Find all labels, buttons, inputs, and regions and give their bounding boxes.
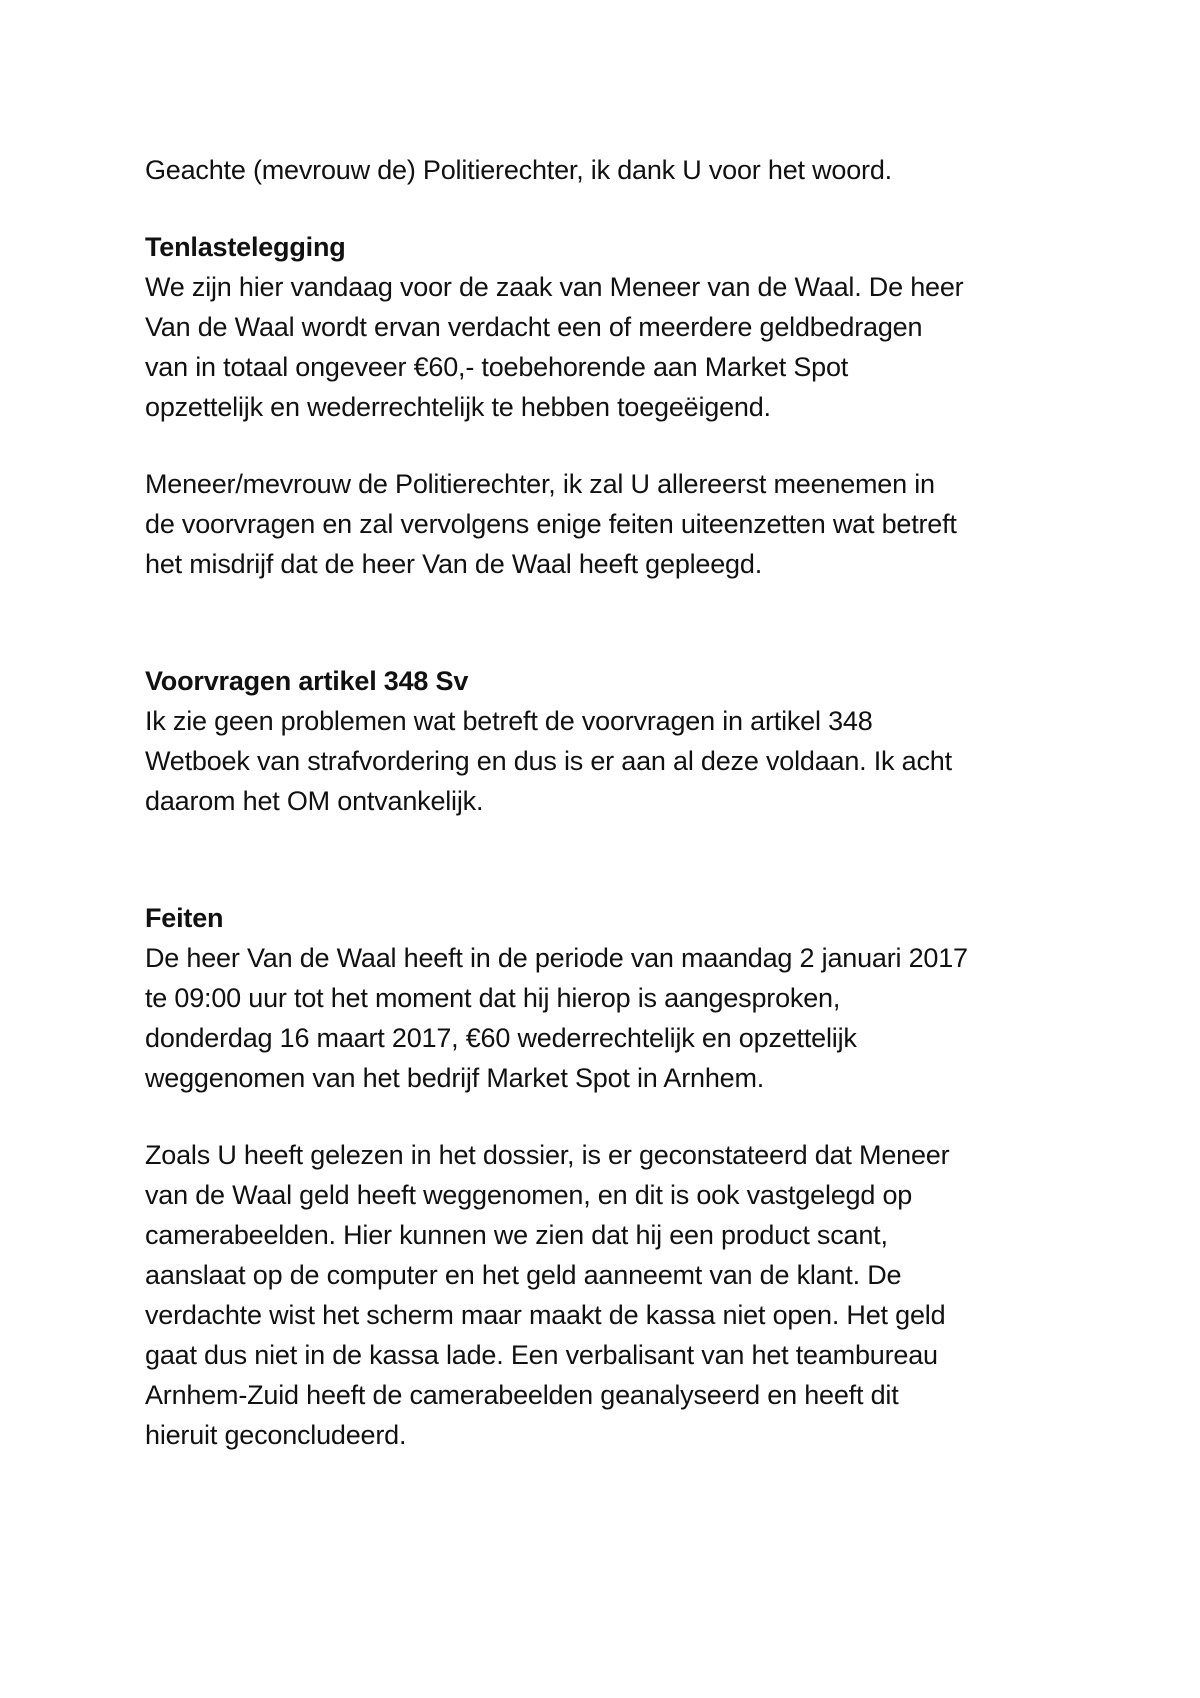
- paragraph: [145, 701, 1065, 821]
- text-line: donderdag 16 maart 2017, €60 wederrechtelijk en opzettelijk: [145, 1023, 857, 1053]
- section-heading: Voorvragen artikel 348 Sv: [145, 666, 469, 696]
- text-line: te 09:00 uur tot het moment dat hij hierop is aangesproken,: [145, 983, 841, 1013]
- text-line: Arnhem-Zuid heeft de camerabeelden geanalyseerd en heeft dit: [145, 1380, 899, 1410]
- text-line: van de Waal geld heeft weggenomen, en dit is ook vastgelegd op: [145, 1180, 913, 1210]
- section-voorvragen: [145, 661, 1065, 821]
- section-heading: Tenlastelegging: [145, 232, 346, 262]
- text-line: We zijn hier vandaag voor de zaak van Meneer van de Waal. De heer: [145, 272, 964, 302]
- text-line: het misdrijf dat de heer Van de Waal heeft gepleegd.: [145, 549, 762, 579]
- section-feiten: [145, 898, 1065, 1455]
- text-line: hieruit geconcludeerd.: [145, 1420, 407, 1450]
- text-line: aanslaat op de computer en het geld aanneemt van de klant. De: [145, 1260, 902, 1290]
- text-line: Meneer/mevrouw de Politierechter, ik zal U allereerst meenemen in: [145, 469, 935, 499]
- text-line: weggenomen van het bedrijf Market Spot in Arnhem.: [145, 1063, 765, 1093]
- opening-line: Geachte (mevrouw de) Politierechter, ik dank U voor het woord.: [145, 155, 892, 185]
- paragraph: [145, 938, 1065, 1098]
- paragraph: [145, 1135, 1065, 1455]
- text-line: De heer Van de Waal heeft in de periode van maandag 2 januari 2017: [145, 943, 968, 973]
- text-line: opzettelijk en wederrechtelijk te hebben toegeëigend.: [145, 392, 771, 422]
- document-page: [145, 150, 1065, 1455]
- text-line: Van de Waal wordt ervan verdacht een of meerdere geldbedragen: [145, 312, 923, 342]
- text-line: Wetboek van strafvordering en dus is er aan al deze voldaan. Ik acht: [145, 746, 952, 776]
- text-line: verdachte wist het scherm maar maakt de kassa niet open. Het geld: [145, 1300, 946, 1330]
- text-line: gaat dus niet in de kassa lade. Een verbalisant van het teambureau: [145, 1340, 938, 1370]
- section-tenlastelegging: [145, 227, 1065, 584]
- text-line: van in totaal ongeveer €60,- toebehorende aan Market Spot: [145, 352, 849, 382]
- text-line: daarom het OM ontvankelijk.: [145, 786, 484, 816]
- text-line: camerabeelden. Hier kunnen we zien dat hij een product scant,: [145, 1220, 888, 1250]
- paragraph: [145, 464, 1065, 584]
- text-line: Zoals U heeft gelezen in het dossier, is er geconstateerd dat Meneer: [145, 1140, 950, 1170]
- paragraph: [145, 267, 1065, 427]
- text-line: Ik zie geen problemen wat betreft de voorvragen in artikel 348: [145, 706, 873, 736]
- text-line: de voorvragen en zal vervolgens enige feiten uiteenzetten wat betreft: [145, 509, 957, 539]
- section-heading: Feiten: [145, 903, 224, 933]
